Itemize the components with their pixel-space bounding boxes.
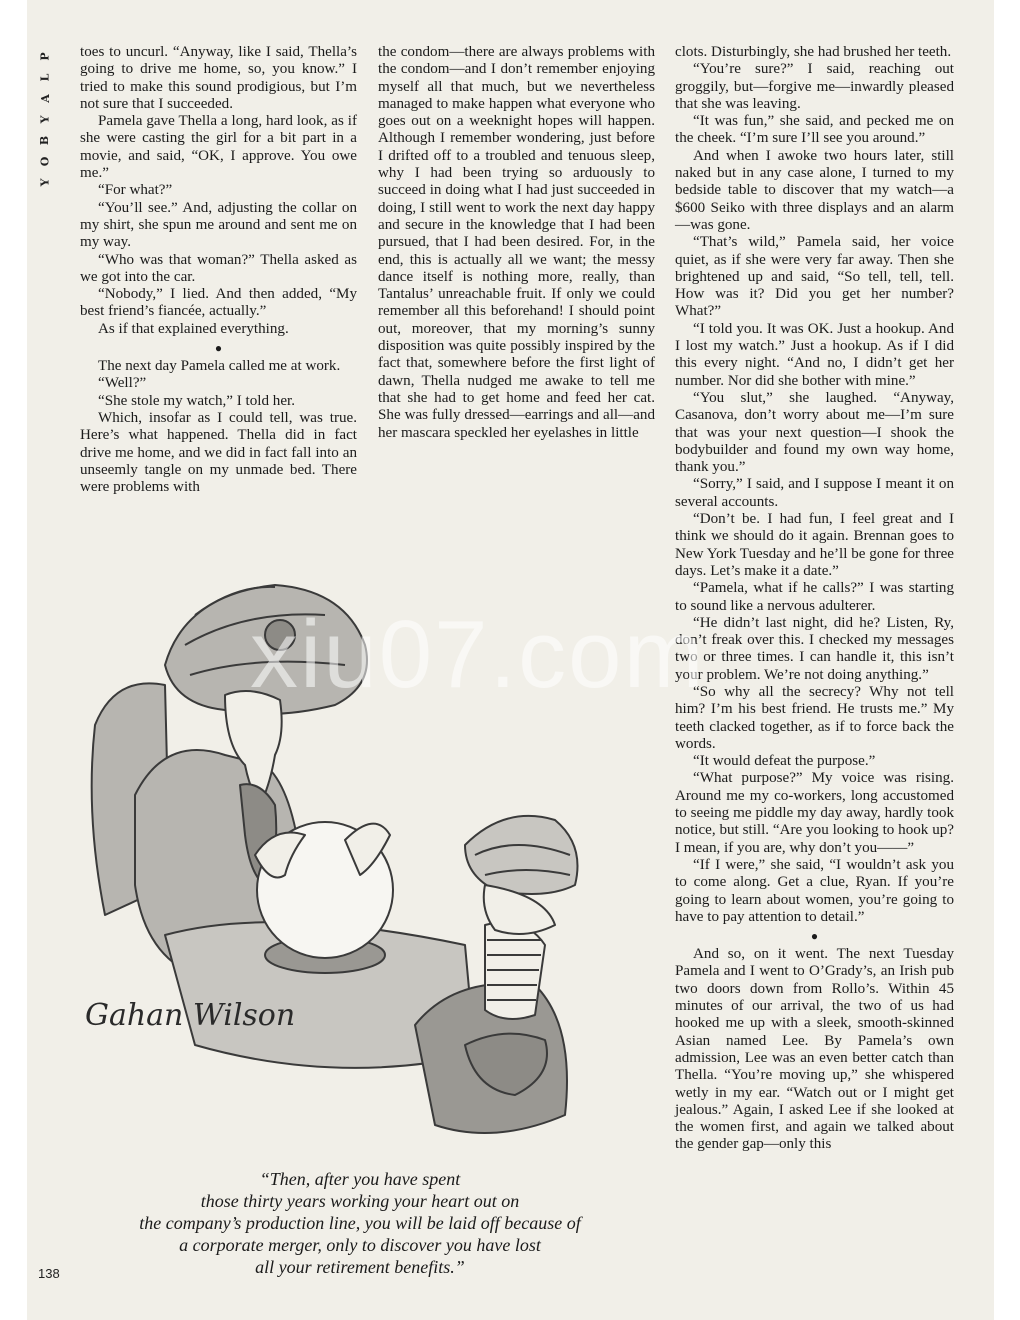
turban-jewel: [265, 620, 295, 650]
paragraph: “Nobody,” I lied. And then added, “My best friend’s fiancée, actually.”: [80, 286, 357, 320]
text-column-3: [675, 44, 954, 1154]
boy-cap: [465, 816, 578, 894]
paragraph: And when I awoke two hours later, still naked but in any case alone, I turned to my bedside table to discover that my watch—a $600 Seiko with three displays and an alarm—was gone.: [675, 147, 954, 233]
spine-letter: Y: [38, 115, 52, 124]
magazine-spine-label: [34, 46, 56, 193]
paragraph: “It was fun,” she said, and pecked me on the cheek. “I’m sure I’ll see you around.”: [675, 113, 954, 147]
paragraph: As if that explained everything.: [98, 320, 289, 337]
section-separator: ●: [214, 341, 223, 356]
paragraph: The next day Pamela called me at work.: [98, 358, 341, 375]
paragraph: toes to uncurl. “Anyway, like I said, Thella’s going to drive me home, so, you know.” I tried to make this sound prodigious, but I’m not sure that I succeeded.: [80, 44, 357, 112]
cartoonist-signature: Gahan Wilson: [85, 998, 296, 1033]
paragraph: “Who was that woman?” Thella asked as we got into the car.: [80, 251, 357, 285]
paragraph: And so, on it went. The next Tuesday Pamela and I went to O’Grady’s, an Irish pub two doors down from Rollo’s. Within 45 minutes of our arrival, the two of us had hooked me up with a sleek, smooth-skinned Asian named Lee. By Pamela’s own admission, Lee was an even better catch than Thella. “You’re moving up,” she whispered wetly in my ear. “Watch out or I might get jealous.” Again, I asked Lee if she looked at the women first, and again we talked about the gender gap—only this: [675, 946, 954, 1153]
spine-letter: L: [38, 73, 52, 82]
section-separator: ●: [810, 929, 819, 944]
paragraph: “She stole my watch,” I told her.: [98, 392, 296, 409]
paragraph: clots. Disturbingly, she had brushed her teeth.: [675, 44, 952, 60]
paragraph: “So why all the secrecy? Why not tell him? I’m his best friend. He trusts me.” My teeth clacked together, as if to force back the words.: [675, 683, 954, 752]
cartoon-caption: [80, 1168, 640, 1278]
paragraph: Which, insofar as I could tell, was true. Here’s what happened. Thella did in fact drive me home, and we did in fact fall into an unseemly tangle on my unmade bed. There were problems with: [80, 409, 357, 496]
watermark-text: xiu07.com: [250, 601, 706, 708]
paragraph: “What purpose?” My voice was rising. Around me my co-workers, long accustomed to seeing me piddle my day away, hardly took notice, but still. “Are you looking to hook up? I mean, if you are, why don’t you——”: [675, 770, 954, 856]
paragraph: “For what?”: [98, 182, 173, 199]
paragraph: “Sorry,” I said, and I suppose I meant it on several accounts.: [675, 476, 954, 510]
text-column-2: [378, 44, 655, 442]
cartoon-illustration: [75, 555, 645, 1155]
text-column-1: [80, 44, 357, 496]
spine-letter: Y: [38, 178, 52, 187]
paragraph: “He didn’t last night, did he? Listen, Ry, don’t freak over this. I checked my messages two or three times. I can handle it, this isn’t your problem. We’re not doing anything.”: [675, 614, 954, 683]
paragraph: “If I were,” she said, “I wouldn’t ask you to come along. Get a clue, Ryan. If you’re going to learn about women, you’re going to have to pay attention to detail.”: [675, 856, 954, 925]
caption-line: all your retirement benefits.”: [255, 1257, 465, 1277]
paragraph: “Well?”: [98, 375, 147, 392]
paragraph: “You’re sure?” I said, reaching out groggily, but—forgive me—inwardly pleased that she was leaving.: [675, 61, 954, 112]
caption-line: a corporate merger, only to discover you have lost: [179, 1235, 541, 1255]
paragraph: “That’s wild,” Pamela said, her voice quiet, as if she were very far away. Then she brightened up and said, “So tell, tell, tell. How was it? Did you get her number? What?”: [675, 234, 954, 320]
page-number: 138: [38, 1266, 60, 1281]
spine-letter: A: [38, 94, 52, 103]
spine-letter: B: [38, 135, 52, 146]
caption-line: those thirty years working your heart out on: [200, 1191, 520, 1211]
spine-letter: P: [38, 52, 52, 61]
paragraph: “I told you. It was OK. Just a hookup. And I lost my watch.” Just a hookup. As if I did this every night. “And no, I didn’t get her number. Nor did she bother with mine.”: [675, 320, 954, 389]
caption-line: “Then, after you have spent: [259, 1169, 461, 1189]
paragraph: “You’ll see.” And, adjusting the collar on my shirt, she spun me around and sent me on my way.: [80, 199, 357, 251]
paragraph: “Don’t be. I had fun, I feel great and I think we should do it again. Brennan goes to New York Tuesday and he’ll be gone for three days. Let’s make it a date.”: [675, 511, 954, 579]
spine-letter: O: [38, 156, 52, 167]
paragraph: the condom—there are always problems with the condom—and I don’t remember enjoying myself all that much, but we nevertheless managed to make happen what everyone who goes out on a weeknight hopes will happen. Although I remember wondering, just before I drifted off to a troubled and tenuous sleep, why I had been trying so arduously to succeed in doing what I had just succeeded in doing, I still went to work the next day happy and secure in the knowledge that I had been pursued, that I had been desired. For, in the end, this is actually all we want; the messy dance itself is nothing more, really, than Tantalus’ unreachable fruit. If only we could remember all this beforehand! I should point out, moreover, that my morning’s sunny disposition was quite possibly inspired by the fact that, somewhere before the first light of dawn, Thella nudged me awake to tell me that she had to get home and feed her cat. She was fully dressed—earrings and all—and her mascara speckled her eyelashes in little: [378, 44, 655, 441]
paragraph: Pamela gave Thella a long, hard look, as if she were casting the girl for a bit part in a movie, and said, “OK, I approve. You owe me.”: [80, 113, 357, 182]
paragraph: “You slut,” she laughed. “Anyway, Casanova, don’t worry about me—I’m sure that was your next question—I shook the bodybuilder and found my own way home, thank you.”: [675, 389, 954, 476]
caption-line: the company’s production line, you will be laid off because of: [139, 1213, 581, 1233]
paragraph: “Pamela, what if he calls?” I was starting to sound like a nervous adulterer.: [675, 580, 954, 614]
paragraph: “It would defeat the purpose.”: [693, 753, 876, 770]
